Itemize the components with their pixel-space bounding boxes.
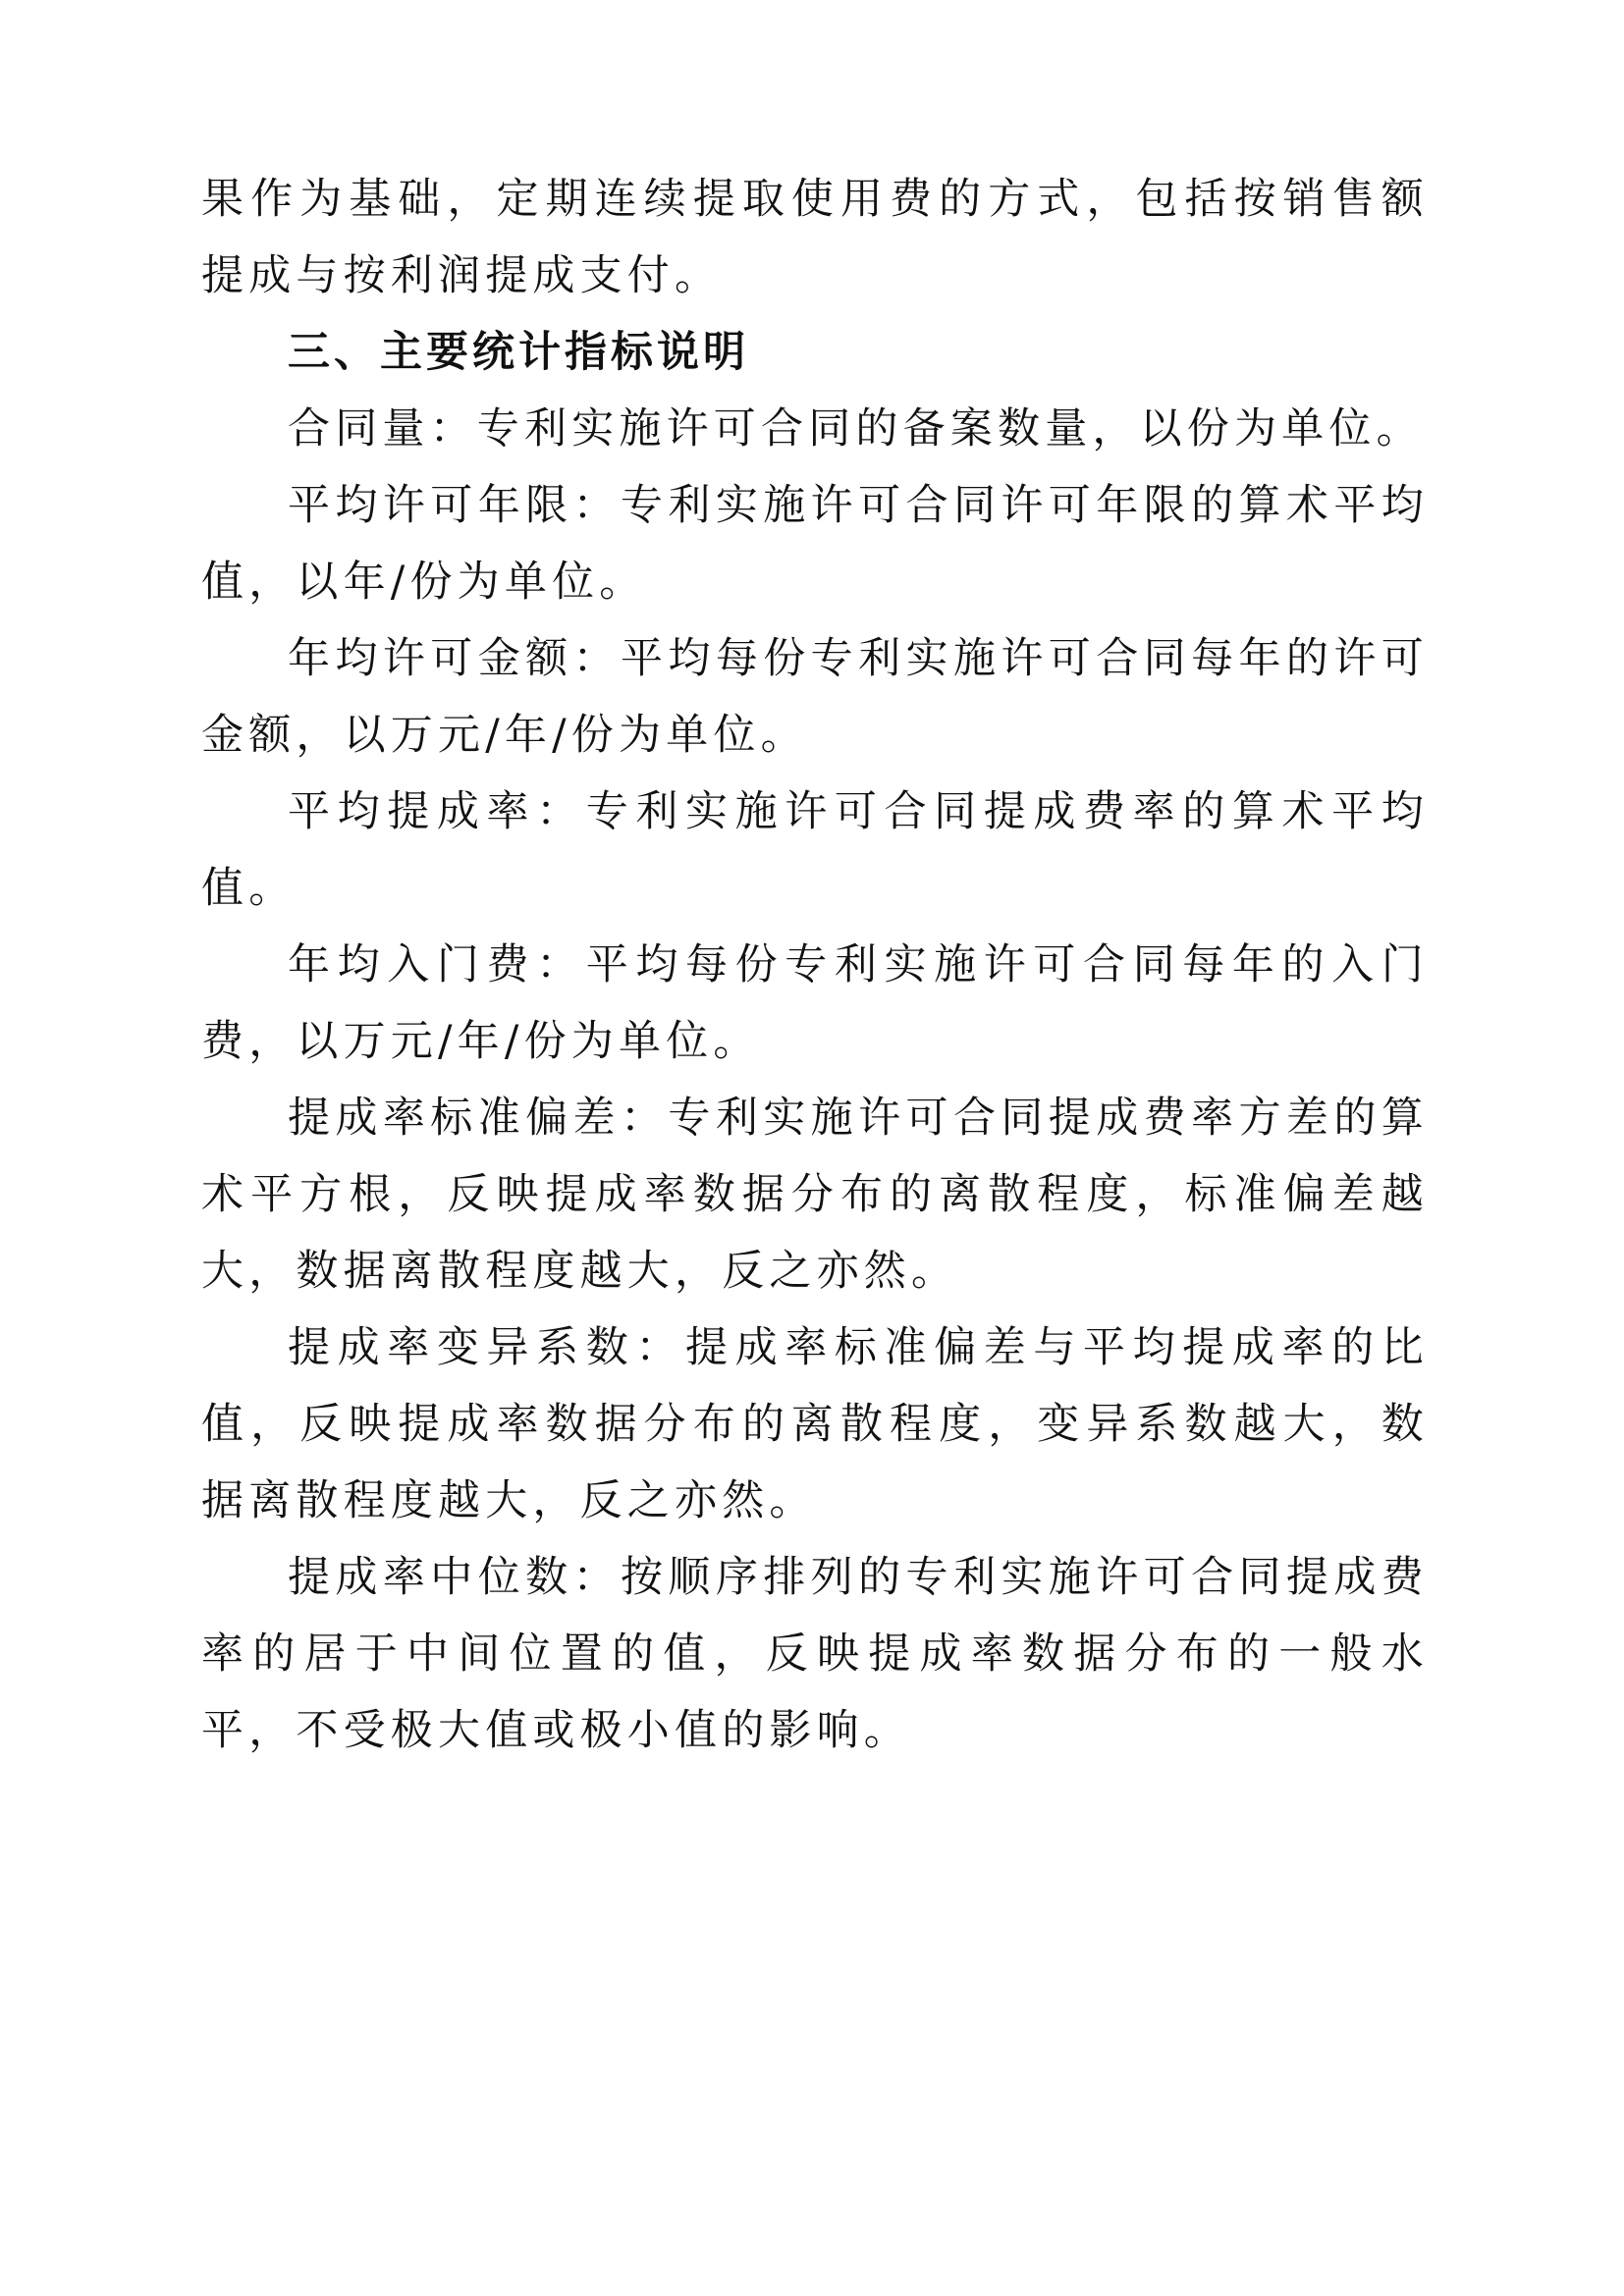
paragraph-royalty-std-deviation: 提成率标准偏差：专利实施许可合同提成费率方差的算术平方根，反映提成率数据分布的离散程度，标准偏差越大，数据离散程度越大，反之亦然。: [201, 1094, 1429, 1296]
paragraph-contract-volume: 合同量：专利实施许可合同的备案数量，以份为单位。: [288, 404, 1424, 454]
paragraph-annual-license-amount: 年均许可金额：平均每份专利实施许可合同每年的许可金额，以万元/年/份为单位。: [201, 634, 1429, 760]
paragraph-continuation: 果作为基础，定期连续提取使用费的方式，包括按销售额提成与按利润提成支付。: [201, 175, 1429, 300]
section-heading: 三、主要统计指标说明: [288, 328, 749, 377]
paragraph-average-license-term: 平均许可年限：专利实施许可合同许可年限的算术平均值，以年/份为单位。: [201, 481, 1429, 607]
paragraph-annual-entry-fee: 年均入门费：平均每份专利实施许可合同每年的入门费，以万元/年/份为单位。: [201, 940, 1429, 1066]
paragraph-average-royalty-rate: 平均提成率：专利实施许可合同提成费率的算术平均值。: [201, 787, 1429, 913]
document-body: [201, 161, 1429, 1769]
paragraph-royalty-variation-coefficient: 提成率变异系数：提成率标准偏差与平均提成率的比值，反映提成率数据分布的离散程度，变异系数越大，数据离散程度越大，反之亦然。: [201, 1323, 1429, 1525]
paragraph-royalty-median: 提成率中位数：按顺序排列的专利实施许可合同提成费率的居于中间位置的值，反映提成率数据分布的一般水平，不受极大值或极小值的影响。: [201, 1553, 1429, 1755]
